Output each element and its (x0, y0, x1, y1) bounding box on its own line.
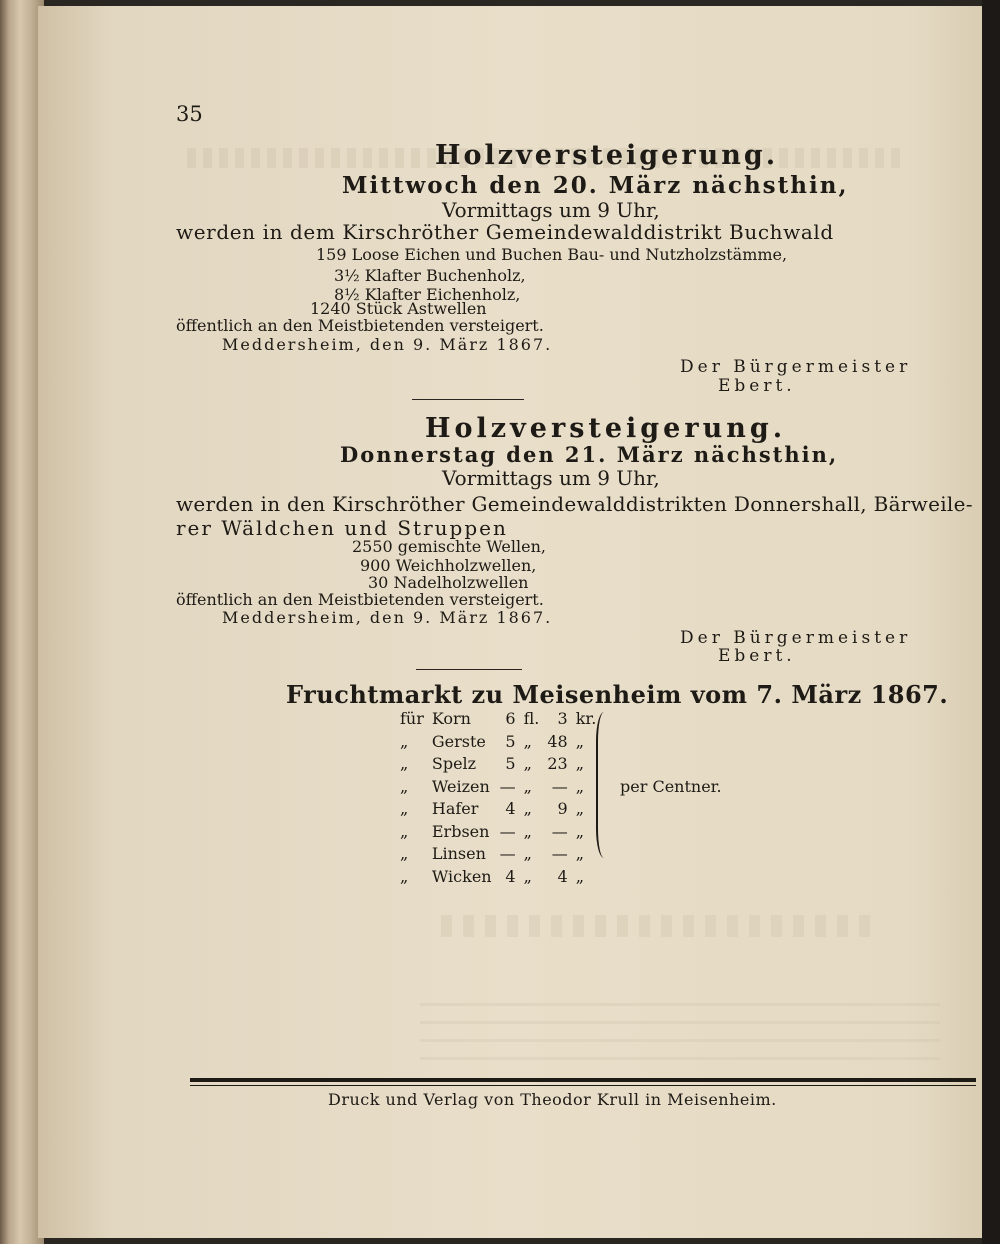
table-row (396, 821, 600, 844)
auction2-time-line: Vormittags um 9 Uhr, (442, 466, 660, 490)
auction2-title: Holzversteigerung. (425, 413, 787, 444)
auction2-signature-title: Der Bürgermeister (680, 628, 912, 648)
price-kr: 48 (547, 731, 568, 751)
table-row (396, 731, 600, 754)
price-kr: — (551, 844, 568, 864)
auction1-place-date: Meddersheim, den 9. März 1867. (222, 335, 553, 354)
price-fl: — (499, 844, 516, 864)
auction2-item: 900 Weichholzwellen, (360, 556, 537, 575)
auction2-item: 2550 gemischte Wellen, (352, 537, 546, 556)
kr-unit: „ (575, 776, 585, 796)
auction2-place-date: Meddersheim, den 9. März 1867. (222, 608, 553, 627)
auction2-signature-name: Ebert. (718, 646, 796, 666)
fl-unit: „ (523, 844, 532, 864)
imprint-line: Druck und Verlag von Theodor Krull in Meisenheim. (328, 1090, 777, 1109)
price-fl: 5 (505, 731, 516, 751)
fl-unit: „ (523, 776, 532, 796)
auction1-item: 3½ Klafter Buchenholz, (334, 266, 526, 285)
table-row (396, 753, 600, 776)
market-unit-note: per Centner. (620, 777, 722, 796)
price-fl: — (499, 776, 516, 796)
auction1-time-line: Vormittags um 9 Uhr, (442, 198, 660, 222)
table-row (396, 843, 600, 866)
brace-bracket (596, 712, 612, 858)
fl-unit: „ (523, 754, 532, 774)
auction1-item: 159 Loose Eichen und Buchen Bau- und Nutzholzstämme, (316, 245, 788, 264)
grain-name: Korn (431, 709, 471, 729)
prefix: „ (400, 821, 409, 841)
kr-unit: „ (575, 821, 585, 841)
price-kr: — (551, 776, 568, 796)
auction1-signature-name: Ebert. (718, 376, 796, 396)
grain-name: Weizen (431, 776, 490, 796)
price-fl: — (499, 821, 516, 841)
market-price-table (396, 708, 600, 888)
grain-name: Erbsen (431, 821, 490, 841)
kr-unit: „ (575, 866, 585, 886)
double-rule-thin (190, 1085, 976, 1086)
market-title: Fruchtmarkt zu Meisenheim vom 7. März 1867. (286, 680, 949, 709)
double-rule-thick (190, 1078, 976, 1082)
price-kr: — (551, 821, 568, 841)
page-number: 35 (176, 102, 203, 126)
auction2-item: 30 Nadelholzwellen (368, 573, 529, 592)
fl-unit: „ (523, 799, 532, 819)
kr-unit: kr. (575, 709, 597, 729)
prefix: „ (400, 731, 409, 751)
price-fl: 4 (505, 799, 516, 819)
grain-name: Gerste (431, 731, 486, 751)
prefix: „ (400, 844, 409, 864)
auction1-closing: öffentlich an den Meistbietenden versteigert. (176, 316, 544, 335)
price-fl: 6 (505, 709, 516, 729)
table-row (396, 708, 600, 731)
auction2-closing: öffentlich an den Meistbietenden versteigert. (176, 590, 544, 609)
prefix: „ (400, 799, 409, 819)
auction1-date-line: Mittwoch den 20. März nächsthin, (342, 172, 849, 199)
auction1-item: 1240 Stück Astwellen (310, 299, 487, 318)
auction1-title: Holzversteigerung. (435, 140, 779, 171)
grain-name: Wicken (431, 866, 492, 886)
prefix: „ (400, 776, 409, 796)
price-kr: 9 (557, 799, 568, 819)
bleed-through-shadow (430, 915, 870, 937)
kr-unit: „ (575, 754, 585, 774)
table-row (396, 776, 600, 799)
grain-name: Spelz (431, 754, 477, 774)
price-kr: 3 (557, 709, 568, 729)
auction2-intro-line2: rer Wäldchen und Struppen (176, 516, 508, 540)
auction1-intro: werden in dem Kirschröther Gemeindewalddistrikt Buchwald (176, 220, 834, 244)
grain-name: Hafer (431, 799, 479, 819)
table-row (396, 798, 600, 821)
bleed-through-shadow (420, 1000, 940, 1060)
fl-unit: „ (523, 821, 532, 841)
fl-unit: „ (523, 731, 532, 751)
auction1-signature-title: Der Bürgermeister (680, 357, 912, 377)
price-kr: 4 (557, 866, 568, 886)
price-fl: 4 (505, 866, 516, 886)
table-row (396, 866, 600, 889)
price-fl: 5 (505, 754, 516, 774)
kr-unit: „ (575, 731, 585, 751)
price-kr: 23 (547, 754, 568, 774)
background-edge (982, 0, 1000, 1244)
auction2-date-line: Donnerstag den 21. März nächsthin, (340, 442, 839, 467)
divider (412, 399, 524, 400)
divider (416, 669, 522, 670)
kr-unit: „ (575, 844, 585, 864)
prefix: „ (400, 866, 409, 886)
fl-unit: „ (523, 866, 532, 886)
prefix: „ (400, 754, 409, 774)
prefix: für (400, 709, 424, 729)
grain-name: Linsen (431, 844, 486, 864)
auction2-intro-line1: werden in den Kirschröther Gemeindewalddistrikten Donnershall, Bärweile- (176, 492, 973, 516)
kr-unit: „ (575, 799, 585, 819)
auction1-item: 8½ Klafter Eichenholz, (334, 285, 521, 304)
fl-unit: fl. (523, 709, 540, 729)
